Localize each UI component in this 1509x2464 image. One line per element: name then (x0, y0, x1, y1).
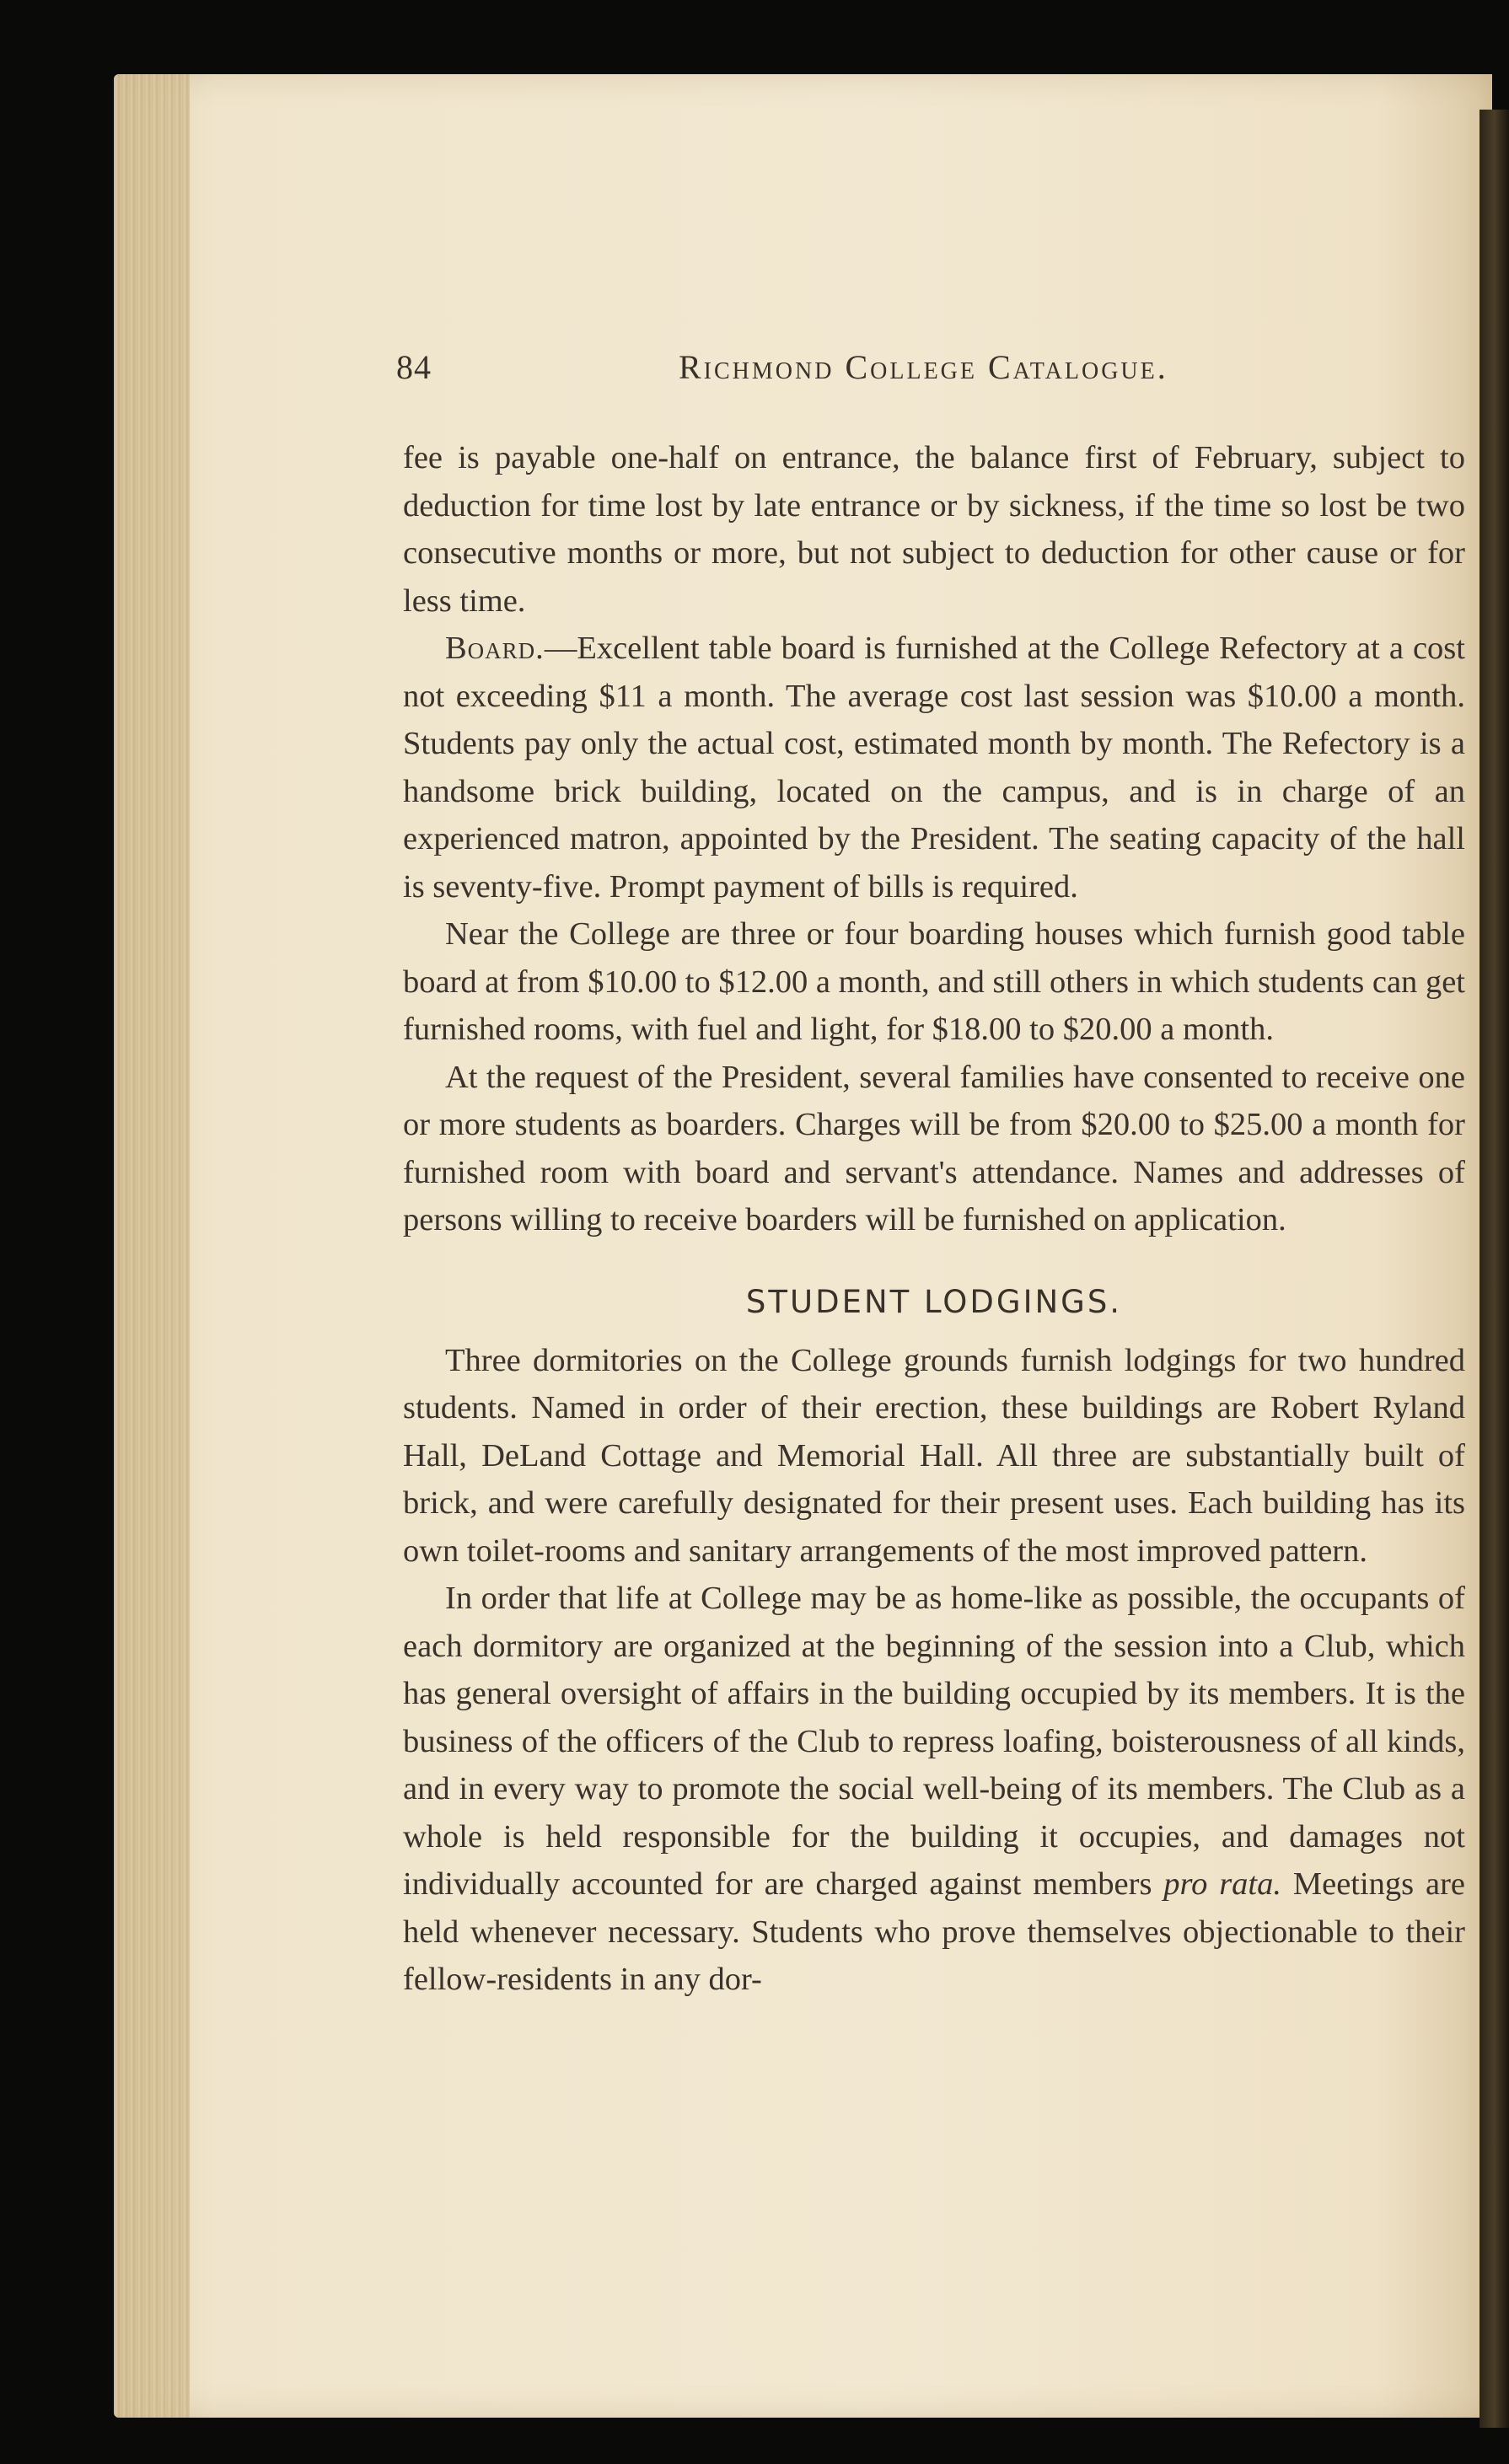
board-paragraph (403, 625, 1465, 910)
page-body (403, 434, 1465, 2004)
club-text-italic: pro rata. (1163, 1866, 1282, 1902)
continuation-paragraph: fee is payable one-half on entrance, the balance first of February, subject to deduction for time lost by late entrance or by sickness, if the time so lost be two consecutive months or more, but not subject to deduction for other cause or for less time. (403, 440, 1465, 619)
page-stack-edge (114, 74, 190, 2418)
families-paragraph: At the request of the President, several families have consented to receive one or more students as boarders. Charges will be from $20.00 to $25.00 a month for furnished room with board and servant's attendance. Names and addresses of persons willing to receive boarders will be furnished on application. (403, 1059, 1465, 1237)
section-heading-student-lodgings: STUDENT LODGINGS. (745, 1283, 1123, 1320)
dormitories-paragraph: Three dormitories on the College grounds furnish lodgings for two hundred students. Named in order of their erection, these buildings are Robert Ryland Hall, DeLand Cottage and Memorial Hall. All three are substantially built of brick, and were carefully designated for their present uses. Each building has its own toilet-rooms and sanitary arrangements of the most improved pattern. (403, 1342, 1465, 1569)
page-number: 84 (396, 348, 432, 386)
club-paragraph (403, 1575, 1465, 2004)
club-text-end: Meetings are held whenever necessary. Students who prove themselves objectionable to their fellow-residents in any dor- (403, 1866, 1466, 1997)
board-lead: Board. (445, 631, 545, 666)
running-title: Richmond College Catalogue. (679, 348, 1168, 386)
page-header (396, 347, 1239, 398)
board-text: —Excellent table board is furnished at the College Refectory at a cost not exceeding $11 a month. The average cost last session was $10.00 a month. Students pay only the actual cost, estimated month by month. The Refectory is a handsome brick building, located on the campus, and is in charge of an experienced matron, appointed by the President. The seating capacity of the hall is seventy-five. Prompt payment of bills is required. (403, 631, 1465, 905)
book-spine-edge (1479, 110, 1509, 2428)
boarding-houses-paragraph: Near the College are three or four boarding houses which furnish good table board at from $10.00 to $12.00 a month, and still others in which students can get furnished rooms, with fuel and light, for $18.00 to $20.00 a month. (403, 916, 1465, 1047)
club-text-start: In order that life at College may be as home-like as possible, the occupants of each dormitory are organized at the beginning of the session into a Club, which has general oversight of affairs in the building occupied by its members. It is the business of the officers of the Club to repress loafing, boisterousness of all kinds, and in every way to promote the social well-being of its members. The Club as a whole is held responsible for the building it occupies, and damages not individually accounted for are charged against members (403, 1581, 1465, 1902)
